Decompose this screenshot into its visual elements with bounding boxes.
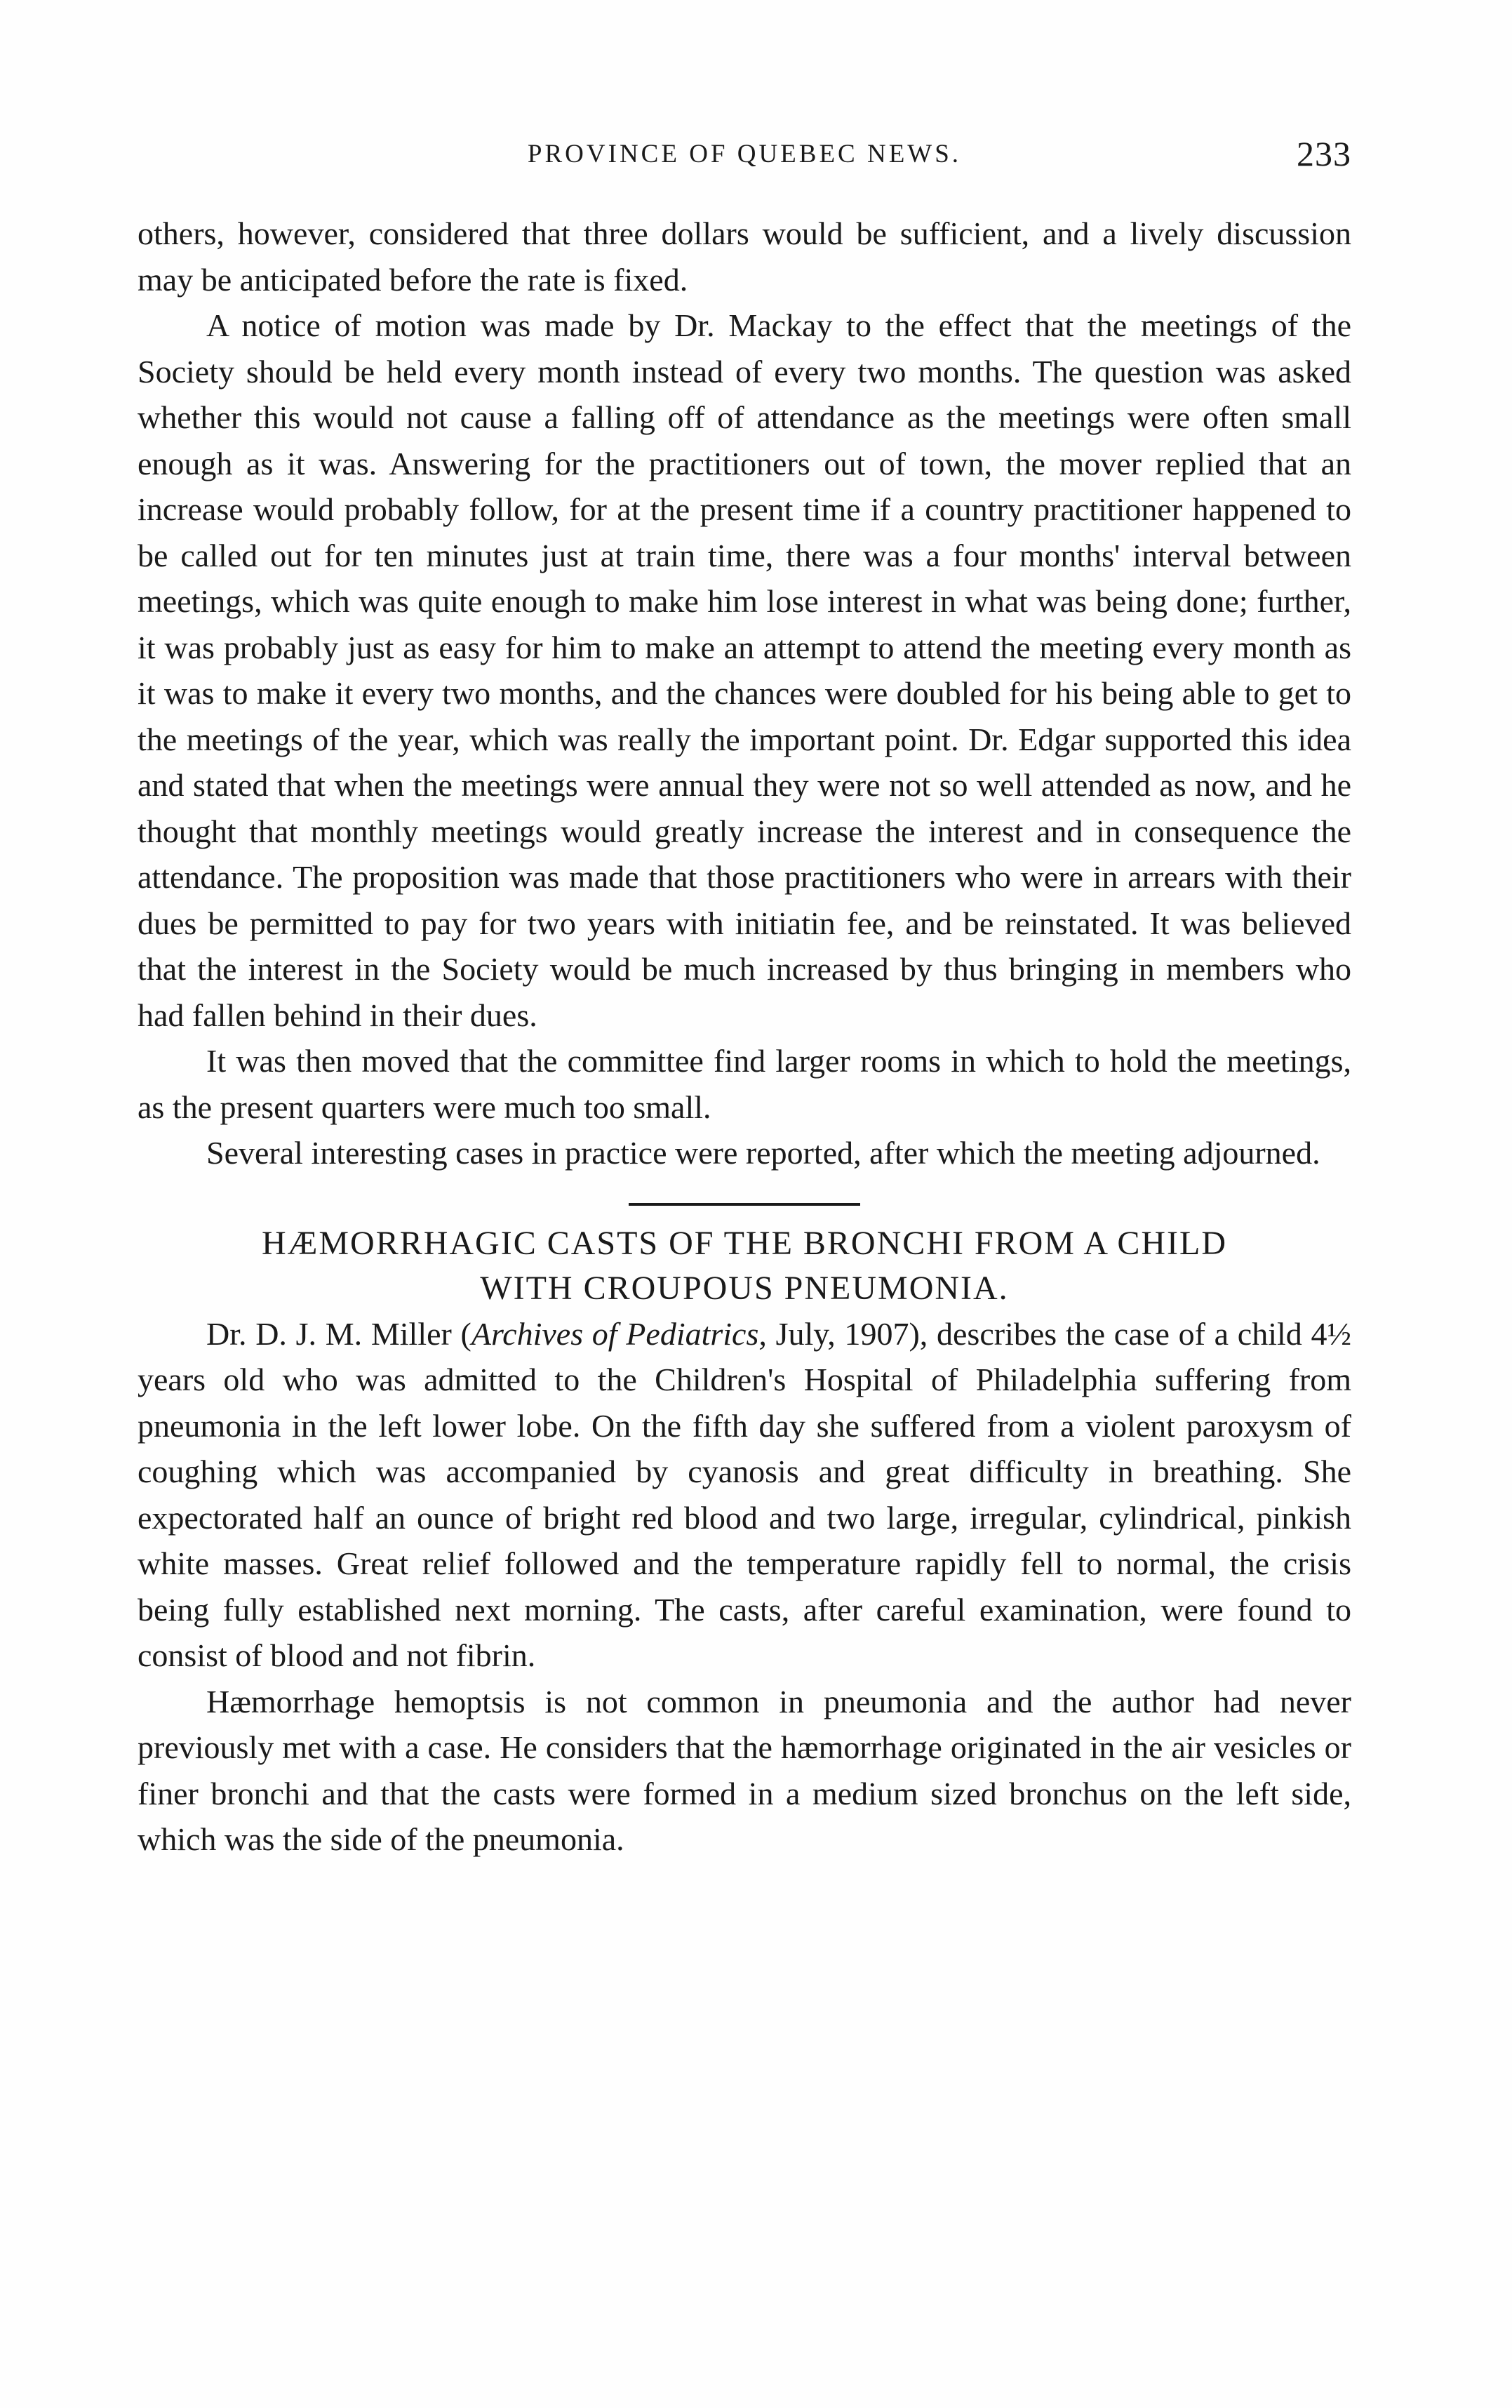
paragraph-adjourned: Several interesting cases in practice were reported, after which the meeting adjourned. (206, 1135, 1320, 1171)
paragraph-case-report (138, 1311, 1351, 1679)
article-title-line-1: HÆMORRHAGIC CASTS OF THE BRONCHI FROM A CHILD (262, 1224, 1227, 1262)
section-divider (629, 1203, 860, 1206)
paragraph-discussion: Hæmorrhage hemoptsis is not common in pneumonia and the author had never previously met with a case. He considers that the hæmorrhage originated in the air vesicles or finer bronchi and that the casts were formed in a medium sized bronchus on the left side, which was the side of the pneumonia. (138, 1683, 1351, 1857)
article-title (138, 1221, 1351, 1311)
case-report-body: July, 1907), describes the case of a child 4½ years old who was admitted to the Children's Hospital of Philadelphia suffering from pneumonia in the left lower lobe. On the fifth day she suffered from a violent paroxysm of coughing which was accompanied by cyanosis and great difficulty in breathing. She expectorated half an ounce of bright red blood and two large, irregular, cylindrical, pinkish white masses. Great relief followed and the temperature rapidly fell to normal, the crisis being fully established next morning. The casts, after careful examination, were found to consist of blood and not fibrin. (138, 1315, 1351, 1673)
article-title-line-2: WITH CROUPOUS PNEUMONIA. (480, 1269, 1009, 1307)
page-number: 233 (1297, 134, 1351, 173)
running-title: PROVINCE OF QUEBEC NEWS. (527, 140, 962, 168)
body-text (138, 211, 1351, 1863)
journal-citation: Archives of Pediatrics, (471, 1315, 767, 1352)
running-head (138, 133, 1351, 182)
paragraph-fee-discussion: others, however, considered that three dollars would be sufficient, and a lively discussion may be anticipated before the rate is fixed. (138, 215, 1351, 298)
paragraph-notice-of-motion: A notice of motion was made by Dr. Mackay to the effect that the meetings of the Society should be held every month instead of every two months. The question was asked whether this would not cause a falling off of attendance as the meetings were often small enough as it was. Answering for the practitioners out of town, the mover replied that an increase would probably follow, for at the present time if a country practitioner happened to be called out for ten minutes just at train time, there was a four months' interval between meetings, which was quite enough to make him lose interest in what was being done; further, it was probably just as easy for him to make an attempt to attend the meeting every month as it was to make it every two months, and the chances were doubled for his being able to get to the meetings of the year, which was really the important point. Dr. Edgar supported this idea and stated that when the meetings were annual they were not so well attended as now, and he thought that monthly meetings would greatly increase the interest and in consequence the attendance. The proposition was made that those practitioners who were in arrears with their dues be permitted to pay for two years with initiatin fee, and be reinstated. It was believed that the interest in the Society would be much increased by thus bringing in members who had fallen behind in their dues. (138, 307, 1351, 1033)
paragraph-larger-rooms: It was then moved that the committee find larger rooms in which to hold the meetings, as the present quarters were much too small. (138, 1043, 1351, 1125)
case-report-intro: Dr. D. J. M. Miller ( (206, 1315, 471, 1352)
